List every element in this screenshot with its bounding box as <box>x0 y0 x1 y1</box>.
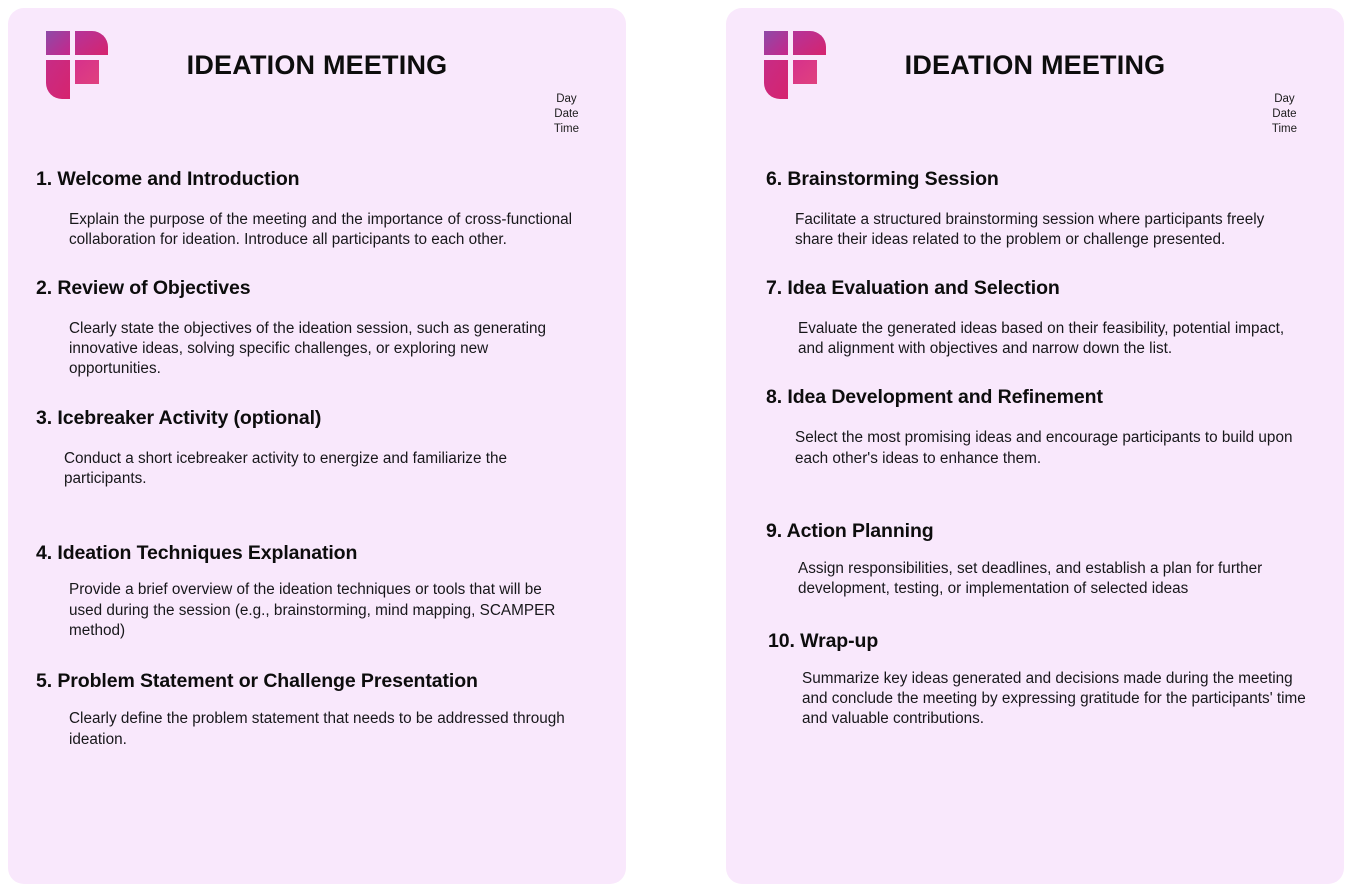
agenda-item-6 <box>766 168 1316 251</box>
agenda-item-2-heading: 2. Review of Objectives <box>36 276 251 299</box>
card-header-right <box>726 8 1344 136</box>
card-title: IDEATION MEETING <box>186 50 448 80</box>
agenda-item-7-body: Evaluate the generated ideas based on their feasibility, potential impact, and alignment with objectives and narrow down the list. <box>798 319 1285 358</box>
agenda-item-3-body: Conduct a short icebreaker activity to energize and familiarize the participants. <box>64 449 507 488</box>
agenda-item-9 <box>766 520 1316 600</box>
meta-date-label: Date <box>554 108 579 121</box>
meta-day-label: Day <box>1274 93 1295 105</box>
agenda-item-10-heading: 10. Wrap-up <box>768 629 879 652</box>
agenda-item-1-heading: 1. Welcome and Introduction <box>36 168 300 190</box>
agenda-item-9-heading: 9. Action Planning <box>766 520 934 543</box>
agenda-item-6-body: Facilitate a structured brainstorming session where participants freely share their ideas related to the problem or challenge presented. <box>795 211 1265 249</box>
agenda-item-4-body: Provide a brief overview of the ideation techniques or tools that will be used during the session (e.g., brainstorming, mind mapping, SCAMPER method) <box>69 581 556 640</box>
meeting-meta-block <box>1272 92 1297 138</box>
agenda-item-8-heading: 8. Idea Development and Refinement <box>766 386 1103 409</box>
meta-date-label: Date <box>1272 108 1297 121</box>
agenda-item-2 <box>36 277 598 380</box>
agenda-item-5-heading: 5. Problem Statement or Challenge Presentation <box>36 670 478 693</box>
agenda-item-2-body: Clearly state the objectives of the ideation session, such as generating innovative ideas, solving specific challenges, or exploring new opportunities. <box>69 319 547 378</box>
agenda-item-3 <box>36 407 598 490</box>
agenda-list-right <box>726 168 1344 730</box>
agenda-item-5 <box>36 670 598 750</box>
agenda-list-left <box>8 168 626 750</box>
card-title: IDEATION MEETING <box>904 50 1166 80</box>
meta-time-label: Time <box>553 123 579 136</box>
agenda-item-10 <box>766 630 1316 730</box>
card-header-left <box>8 8 626 136</box>
meta-time-label: Time <box>1271 123 1297 136</box>
agenda-item-7 <box>766 277 1316 360</box>
agenda-item-8 <box>766 386 1316 469</box>
agenda-item-1-body: Explain the purpose of the meeting and the importance of cross-functional collaboration for ideation. Introduce all participants to each other. <box>69 211 572 249</box>
agenda-item-10-body: Summarize key ideas generated and decisions made during the meeting and conclude the meeting by expressing gratitude for the participants' time and valuable contributions. <box>802 669 1306 728</box>
agenda-item-7-heading: 7. Idea Evaluation and Selection <box>766 276 1060 299</box>
agenda-item-8-body: Select the most promising ideas and encourage participants to build upon each other's ideas to enhance them. <box>795 429 1293 467</box>
meeting-meta-block <box>554 92 579 138</box>
agenda-item-6-heading: 6. Brainstorming Session <box>766 168 999 190</box>
agenda-item-4 <box>36 542 598 641</box>
agenda-item-3-heading: 3. Icebreaker Activity (optional) <box>36 406 322 429</box>
agenda-card-right <box>726 8 1344 884</box>
agenda-item-4-heading: 4. Ideation Techniques Explanation <box>36 542 358 565</box>
agenda-item-5-body: Clearly define the problem statement that needs to be addressed through ideation. <box>69 710 565 748</box>
agenda-item-1 <box>36 168 598 251</box>
meta-day-label: Day <box>556 93 577 105</box>
agenda-item-9-body: Assign responsibilities, set deadlines, and establish a plan for further development, testing, or implementation of selected ideas <box>798 560 1263 598</box>
agenda-card-left <box>8 8 626 884</box>
